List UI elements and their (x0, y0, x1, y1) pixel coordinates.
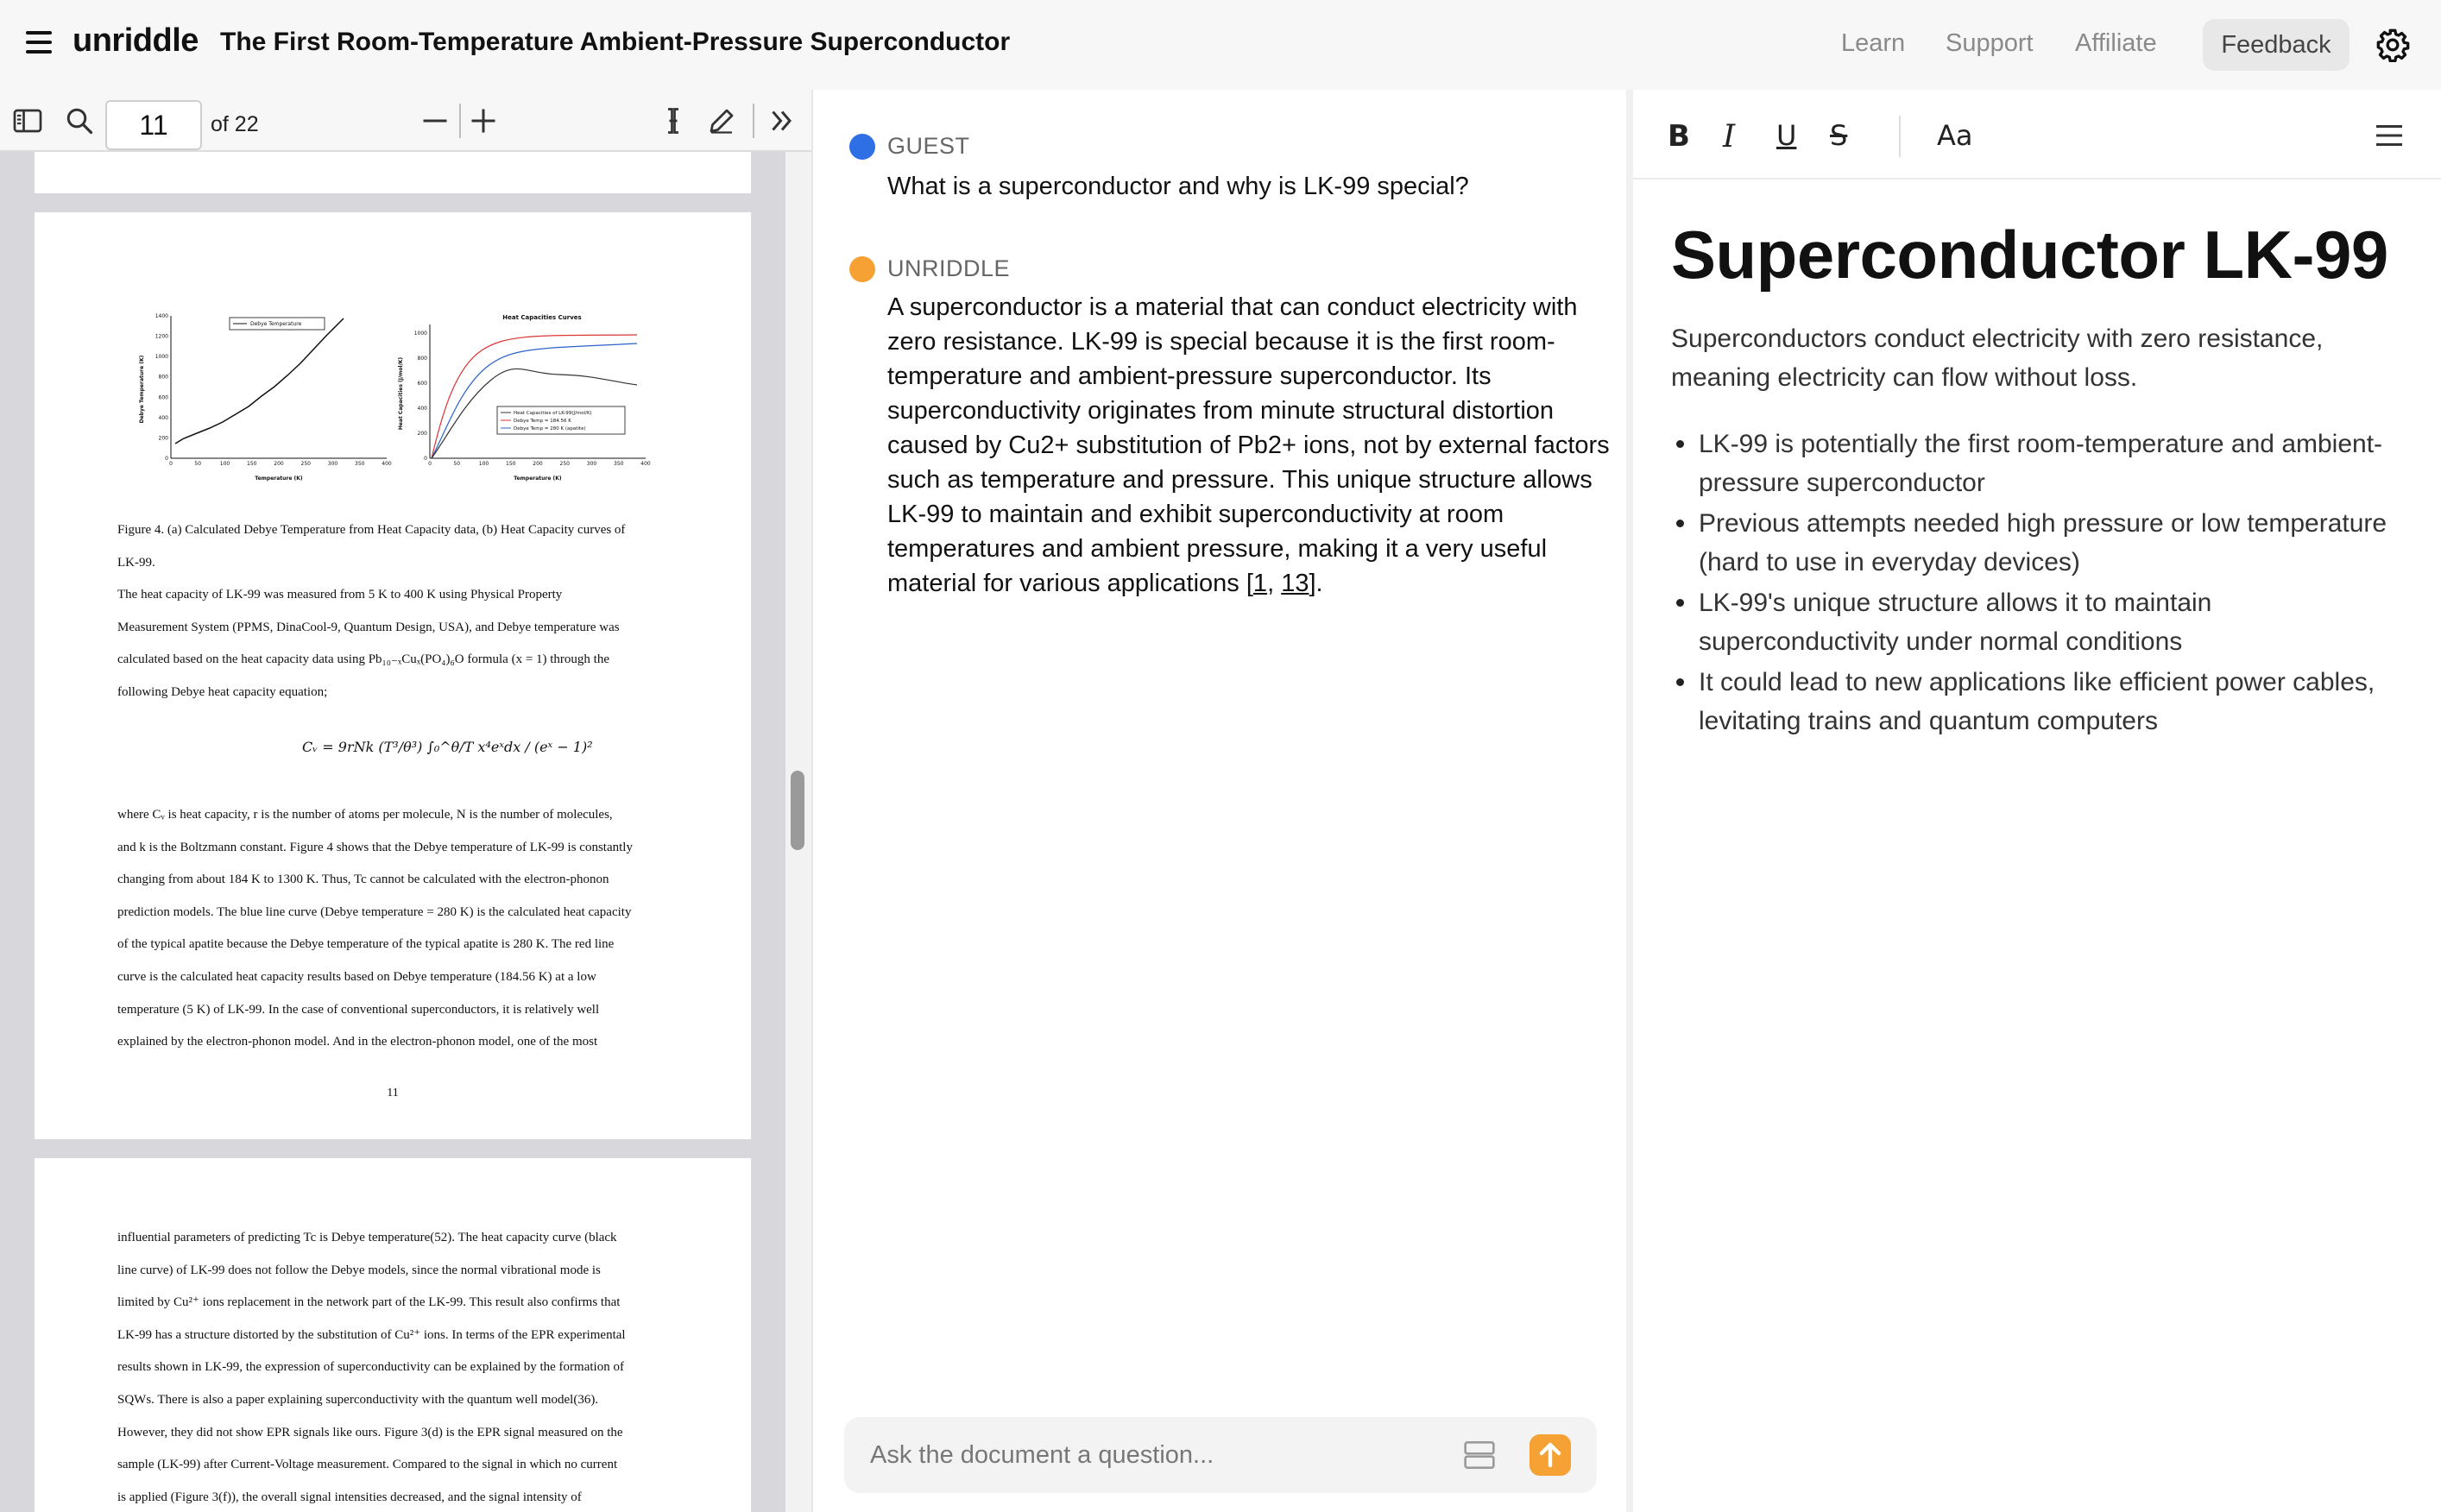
notes-panel (1633, 90, 2441, 1512)
x-tick-label: 250 (559, 461, 570, 467)
nav-support[interactable]: Support (1946, 29, 2034, 57)
x-tick-label: 100 (219, 461, 230, 467)
x-tick-label: 200 (533, 461, 543, 467)
x-tick-label: 200 (274, 461, 284, 467)
paragraph-page12: influential parameters of predicting Tc is Debye temperature(52). The heat capacity curve (black line curve) of LK-99 does not follow the Debye models, since the normal vibrational mode is limited by Cu²⁺ ions replacement in the network part of the LK-99. This result also confirms that LK-99 has a structure distorted by the substitution of Cu²⁺ ions. In terms of the EPR experimental results shown in LK-99, the expression of superconductivity can be explained by the formation of SQWs. There is also a paper explaining superconductivity with the quantum well model(36). However, they did not show EPR signals like ours. Figure 3(d) is the EPR signal measured on the sample (LK-99) after Current-Voltage measurement. Compared to the signal in which no current is applied (Figure 3(f)), the overall signal intensities decreased, and the signal intensity of (117, 1231, 626, 1504)
guest-avatar-dot (849, 134, 875, 160)
list-item[interactable]: LK-99's unique structure allows it to maintain superconductivity under normal conditions (1671, 583, 2396, 661)
app-logo[interactable]: unriddle (73, 22, 199, 59)
chart2-xlabel: Temperature (K) (514, 476, 562, 482)
y-tick-label: 400 (158, 414, 168, 421)
x-tick-label: 150 (247, 461, 257, 467)
notes-intro[interactable]: Superconductors conduct electricity with zero resistance, meaning electricity can flow without loss. (1671, 324, 2324, 392)
page-number-footer: 11 (387, 1087, 399, 1099)
pdf-page-12 (35, 1158, 751, 1512)
panel-divider[interactable] (811, 90, 813, 1512)
strikethrough-icon[interactable]: S (1830, 119, 1848, 152)
chart1-legend: Debye Temperature (250, 321, 302, 327)
paragraph-heat-capacity: The heat capacity of LK-99 was measured from 5 K to 400 K using Physical Property Measurement System (PPMS, DinaCool-9, Quantum Design, USA), and Debye temperature was calculated based on the heat capacity data using Pb₁₀₋ₓCuₓ(PO₄)₆O formula (x = 1) through the following Debye heat capacity equation; (117, 588, 620, 699)
y-tick-label: 600 (417, 381, 427, 387)
y-tick-label: 200 (158, 435, 168, 442)
notes-bullet-list[interactable] (1671, 425, 2396, 742)
figure-caption: Figure 4. (a) Calculated Debye Temperature from Heat Capacity data, (b) Heat Capacity curves of LK-99. (117, 523, 626, 570)
bold-icon[interactable]: B (1668, 119, 1690, 154)
x-tick-label: 350 (614, 461, 624, 467)
zoom-in-icon[interactable] (468, 105, 499, 136)
y-tick-label: 0 (165, 456, 168, 462)
ask-question-input[interactable] (870, 1433, 1422, 1477)
search-icon[interactable] (64, 105, 95, 136)
hamburger-icon[interactable] (26, 31, 52, 57)
list-item[interactable]: Previous attempts needed high pressure or low temperature (hard to use in everyday devices) (1671, 504, 2396, 582)
y-tick-label: 600 (158, 394, 168, 401)
y-tick-label: 1000 (413, 331, 427, 337)
x-tick-label: 300 (327, 461, 338, 467)
page-total-label: of 22 (211, 112, 259, 136)
debye-temperature-series (175, 318, 344, 444)
debye-temperature-chart (136, 307, 404, 493)
x-tick-label: 50 (194, 461, 202, 467)
guest-message: What is a superconductor and why is LK-99 special? (887, 173, 1469, 200)
feedback-button[interactable]: Feedback (2203, 19, 2350, 71)
x-tick-label: 0 (428, 461, 432, 467)
sidebar-toggle-icon[interactable] (12, 105, 43, 136)
toolbar-separator (753, 104, 754, 138)
heat-capacity-chart (395, 307, 663, 493)
y-tick-label: 800 (158, 374, 168, 381)
unriddle-avatar-dot (849, 256, 875, 282)
chart2-legend-1: Heat Capacities of LK-99(J/mol/K) (514, 411, 592, 416)
chart1-ylabel: Debye Temperature (K) (139, 355, 145, 424)
font-size-icon[interactable]: Aa (1937, 119, 1973, 152)
send-button[interactable] (1530, 1434, 1571, 1476)
y-tick-label: 200 (417, 431, 427, 437)
underline-icon[interactable]: U (1776, 119, 1797, 152)
citation-link-1[interactable]: 1 (1252, 570, 1268, 597)
x-tick-label: 100 (478, 461, 489, 467)
top-header (0, 0, 2441, 90)
paragraph-debye-explanation: where Cᵥ is heat capacity, r is the number of atoms per molecule, N is the number of molecules, and k is the Boltzmann constant. Figure 4 shows that the Debye temperature of LK-99 is constantly changing from about 184 K to 1300 K. Thus, Tc cannot be calculated with the electron-phonon prediction models. The blue line curve (Debye temperature = 280 K) is the calculated heat capacity of the typical apatite because the Debye temperature of the typical apatite is 280 K. The red line curve is the calculated heat capacity results based on Debye temperature (184.56 K) at a low temperature (5 K) of LK-99. In the case of conventional superconductors, it is relatively well explained by the electron-phonon model. And in the electron-phonon model, one of the most (117, 808, 633, 1049)
y-tick-label: 1000 (155, 354, 168, 361)
nav-learn[interactable]: Learn (1841, 29, 1906, 57)
chart1-xlabel: Temperature (K) (255, 476, 303, 482)
chart2-ylabel: Heat Capacities (J/mol/K) (398, 356, 404, 431)
gear-icon[interactable] (2375, 28, 2410, 62)
ask-bar (844, 1417, 1597, 1493)
x-tick-label: 400 (640, 461, 651, 467)
stack-icon[interactable] (1462, 1440, 1497, 1471)
nav-affiliate[interactable]: Affiliate (2075, 29, 2157, 57)
document-title: The First Room-Temperature Ambient-Pressure Superconductor (220, 28, 1011, 56)
y-tick-label: 800 (417, 356, 427, 362)
x-tick-label: 50 (453, 461, 461, 467)
text-cursor-icon[interactable] (658, 105, 689, 136)
unriddle-message: A superconductor is a material that can conduct electricity with zero resistance. LK-99 is special because it is the first room-temperature and ambient-pressure superconductor. Its superconductivity originates from minute structural distortion caused by Cu2+ substitution of Pb2+ ions, not by external factors such as temperature and pressure. This unique structure allows LK-99 to maintain and exhibit superconductivity at room temperatures and ambient pressure, making it a very useful material for various applications [1, 13]. (887, 293, 1610, 597)
notes-toolbar (1633, 90, 2441, 180)
x-tick-label: 350 (355, 461, 365, 467)
page-number-input[interactable] (105, 100, 202, 150)
unriddle-role-label: UNRIDDLE (887, 255, 1011, 281)
x-tick-label: 150 (506, 461, 516, 467)
x-tick-label: 0 (169, 461, 173, 467)
pdf-page-previous (35, 152, 751, 193)
series-debye-280 (432, 343, 637, 458)
toolbar-separator (459, 104, 461, 138)
list-item[interactable]: LK-99 is potentially the first room-temperature and ambient-pressure superconductor (1671, 425, 2396, 502)
italic-icon[interactable]: I (1723, 119, 1736, 154)
chart2-legend-2: Debye Temp = 184.56 K (514, 419, 571, 424)
citation-link-13[interactable]: 13 (1281, 570, 1309, 597)
y-tick-label: 1200 (155, 333, 168, 340)
zoom-out-icon[interactable] (419, 105, 451, 136)
menu-icon[interactable] (2374, 123, 2405, 148)
x-tick-label: 400 (382, 461, 392, 467)
pen-icon[interactable] (706, 105, 737, 136)
collapse-panel-icon[interactable] (766, 105, 798, 136)
notes-title[interactable]: Superconductor LK-99 (1671, 217, 2388, 293)
list-item[interactable]: It could lead to new applications like efficient power cables, levitating trains and quantum computers (1671, 663, 2396, 740)
pdf-viewport[interactable] (0, 152, 811, 1512)
y-tick-label: 1400 (155, 313, 168, 319)
chart2-title: Heat Capacities Curves (502, 314, 582, 321)
pdf-page-11 (35, 212, 751, 1139)
y-tick-label: 0 (424, 456, 427, 462)
pdf-toolbar (0, 90, 811, 152)
debye-equation: Cᵥ = 9rNk (T³/θ³) ∫₀^θ/T x⁴eˣdx / (eˣ − 1)² (302, 739, 593, 755)
chart2-legend-3: Debye Temp = 280 K (apatite) (514, 426, 586, 432)
chat-panel (815, 90, 1626, 1512)
arrow-up-icon (1530, 1434, 1571, 1476)
y-tick-label: 400 (417, 406, 427, 412)
x-tick-label: 300 (586, 461, 597, 467)
guest-role-label: GUEST (887, 133, 970, 159)
pdf-scrollbar-thumb[interactable] (791, 771, 804, 850)
x-tick-label: 250 (300, 461, 311, 467)
toolbar-separator (1899, 116, 1901, 157)
panel-divider[interactable] (1626, 90, 1633, 1512)
